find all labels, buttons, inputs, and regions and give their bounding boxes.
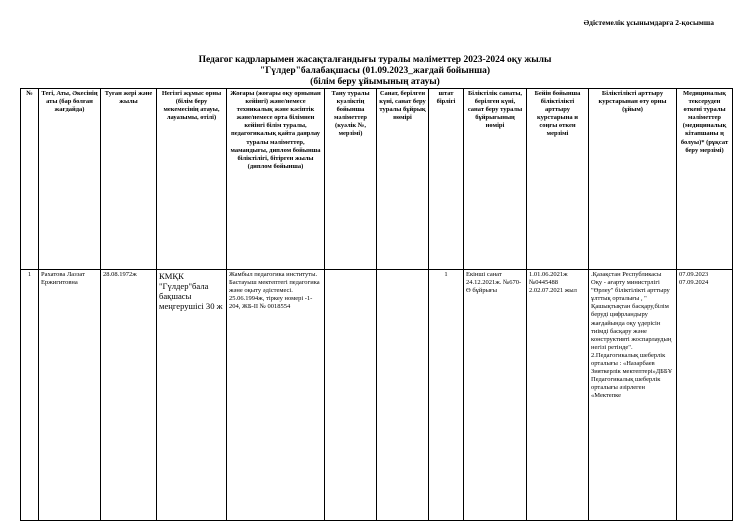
table-header-row [21, 89, 733, 270]
header-education: Жоғары (жоғары оқу орнынан кейінгі) және/немесе техникалық және кәсіптік және/немесе орта білімнен кейінгі білім туралы, педагогикалық қайта даярлау туралы мәліметтер, мамандығы, диплом бойынша біліктілігі, бітірген жылы (диплом бойынша) [227, 89, 325, 270]
header-courses-date: Бейін бойынша біліктілікті арттыру курстарына и соңғы өткен мерзімі [527, 89, 589, 270]
cell-qualification: Екінші санат 24.12.2021ж. №670-Ө бұйрығы [464, 270, 527, 521]
title-line-3: (білім беру ұйымының атауы) [310, 77, 440, 87]
cell-name: Рахатова Лаззат Ержигитовна [39, 270, 101, 521]
header-birth: Туған жері және жылы [101, 89, 157, 270]
header-courses-place: Біліктілікті арттыру курстарынан өту орны (ұйым) [589, 89, 677, 270]
cell-education: Жамбыл педагогика институты. Бастауыш мектептегі педагогика және оқыту әдістемесі. 25.06.1994ж, тіркеу номері -1-204, ЖБ-ІІ № 0018554 [227, 270, 325, 521]
cell-recognition [325, 270, 377, 521]
header-recognition: Тану туралы куәліктің бойынша мәліметтер (куәлік №, мерзімі) [325, 89, 377, 270]
header-qualification: Біліктілік санаты, берілген күні, санат беру туралы бұйрығының нөмірі [464, 89, 527, 270]
header-medical: Медициналық тексеруден өткені туралы мәліметтер (медициналық кітапшаны ң болуы)* (рұқсат беру мерзімі) [677, 89, 733, 270]
appendix-note: Әдістемелік ұсынымдарға 2-қосымша [583, 18, 714, 27]
title-line-2: "Гүлдер"балабақшасы (01.09.2023_жағдай бойынша) [259, 66, 491, 76]
cell-courses-date: 1.01.06.2021ж №0445488 2.02.07.2021 жыл [527, 270, 589, 521]
header-name: Тегі, Аты, Әкесінің аты (бар болған жағдайда) [39, 89, 101, 270]
cell-courses-place: .Қазақстан Республикасы Оқу - ағарту министрлігі "Өрлеу" біліктілікті арттыру ұлттық орталығы , " Қашықтықтан басқару,білім беруді цифрландыру жағдайында оқу үдерісін тиімді басқару және конструктивті жоспарлаудың негізі ретінде". 2.Педагогикалық шеберлік орталығы : «Назарбаев Зияткерлік мектептері»ДББҰ Педагогикалық шеберлік орталығы әзірлеген «Мектепке [589, 270, 677, 521]
cell-birth: 28.08.1972ж [101, 270, 157, 521]
header-staff-unit: штат бірлігі [429, 89, 464, 270]
table-row [21, 270, 733, 521]
cell-category [377, 270, 429, 521]
cell-staff-unit: 1 [429, 270, 464, 521]
document-title [0, 55, 750, 88]
cell-medical: 07.09.2023 07.09.2024 [677, 270, 733, 521]
staff-table [20, 88, 733, 521]
header-num: № [21, 89, 39, 270]
cell-num: 1 [21, 270, 39, 521]
title-line-1: Педагог кадрларымен жасақталғандығы туралы мәліметтер 2023-2024 оқу жылы [198, 55, 552, 65]
header-workplace: Негізгі жұмыс орны (білім беру мекемесінің атауы, лауазымы, өтілі) [157, 89, 227, 270]
header-category: Санат, берілген күні, санат беру туралы бұйрық нөмірі [377, 89, 429, 270]
cell-workplace: КМҚК "Гүлдер"бала бақшасы меңгерушісі 30 ж [157, 270, 227, 521]
